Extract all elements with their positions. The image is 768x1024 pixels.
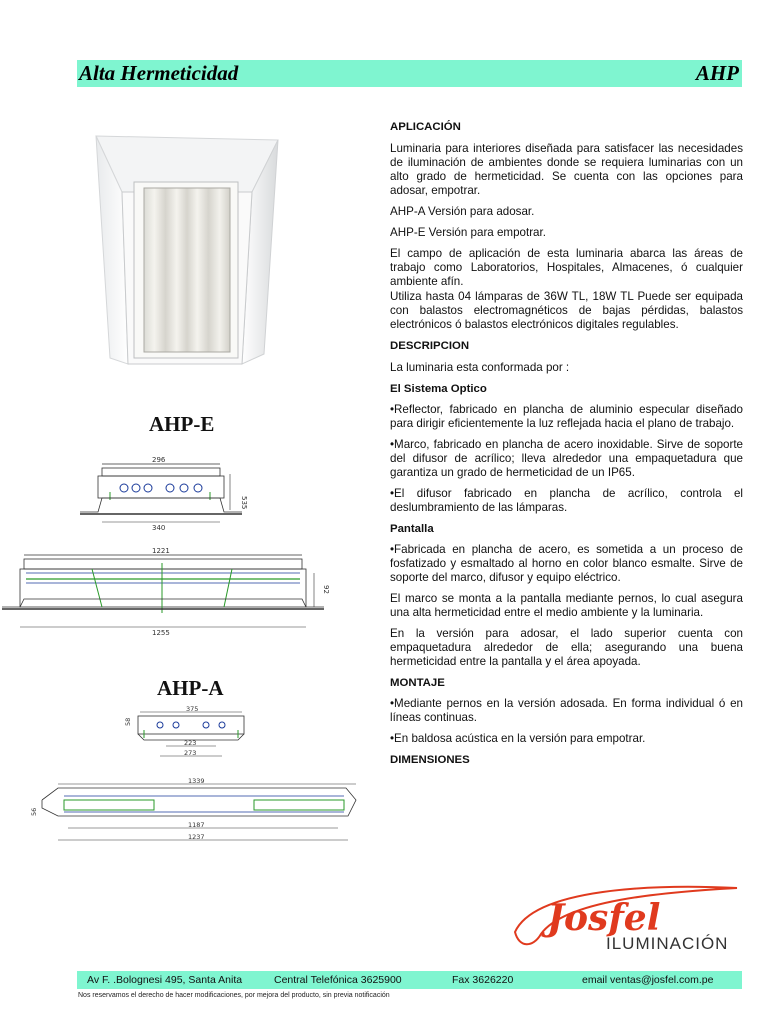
paragraph: AHP-E Versión para empotrar. — [390, 226, 546, 239]
dim-label: 535 — [240, 496, 248, 510]
paragraph: La luminaria esta conformada por : — [390, 361, 570, 374]
paragraph: El campo de aplicación de esta luminaria abarca las áreas de trabajo como Laboratorios, Hospitales, Almacenes, ó cualquier ambiente afín. — [390, 247, 743, 288]
footer-phone: Central Telefónica 3625900 — [274, 974, 402, 986]
section-heading-dimensiones: DIMENSIONES — [390, 754, 470, 766]
footer-fax: Fax 3626220 — [452, 974, 514, 986]
ahp-e-cross-section-drawing — [80, 452, 280, 532]
paragraph: En la versión para adosar, el lado superior cuenta con empaquetadura alrededor de ella; asegurando una buena hermeticidad entre la pantalla y el área apoyada. — [390, 627, 743, 668]
paragraph: El marco se monta a la pantalla mediante pernos, lo cual asegura una alta hermeticidad entre el medio ambiente y la luminaria. — [390, 592, 743, 619]
section-heading-pantalla: Pantalla — [390, 523, 434, 535]
dim-label: 1255 — [152, 629, 170, 637]
dim-label: 296 — [152, 456, 166, 464]
dim-label: 375 — [186, 705, 199, 713]
footer-address: Av F. .Bolognesi 495, Santa Anita — [87, 974, 243, 986]
product-photo — [92, 132, 290, 366]
paragraph: •En baldosa acústica en la versión para empotrar. — [390, 732, 646, 745]
page-title: Alta Hermeticidad — [79, 61, 239, 85]
dim-label: 92 — [322, 585, 330, 594]
paragraph: •Marco, fabricado en plancha de acero inoxidable. Sirve de soporte del difusor de acrílico; lleva alrededor una empaquetadura que garantiza un grado de hermeticidad de un IP65. — [390, 438, 743, 479]
section-heading-descripcion: DESCRIPCION — [390, 340, 470, 352]
dim-label: 56 — [30, 807, 38, 816]
header-bar — [77, 60, 742, 87]
logo-wordmark: ILUMINACIÓN — [606, 934, 729, 953]
disclaimer: Nos reservamos el derecho de hacer modificaciones, por mejora del producto, sin previa notificación — [78, 992, 390, 999]
dim-label: 58 — [124, 717, 132, 726]
ahp-e-long-section-drawing — [2, 543, 334, 637]
paragraph: •Fabricada en plancha de acero, es sometida a un proceso de fosfatizado y esmaltado al horno en color blanco esmalte. Sirve de soporte del marco, difusor y equipo eléctrico. — [390, 543, 743, 584]
logo-script: Josfel — [547, 897, 661, 939]
dim-label: 273 — [184, 749, 197, 757]
section-heading-optico: El Sistema Optico — [390, 383, 487, 395]
section-heading-aplicacion: APLICACIÓN — [390, 121, 461, 133]
footer-bar — [77, 971, 742, 989]
section-heading-montaje: MONTAJE — [390, 677, 445, 689]
ahp-a-cross-section-drawing — [124, 705, 256, 764]
description-column — [390, 120, 743, 778]
dim-label: 340 — [152, 524, 166, 532]
footer-email[interactable]: email ventas@josfel.com.pe — [582, 974, 714, 986]
dim-label: 1187 — [188, 821, 205, 829]
dim-label: 1339 — [188, 777, 205, 785]
dim-label: 1237 — [188, 833, 205, 841]
dim-label: 223 — [184, 739, 197, 747]
paragraph: Utiliza hasta 04 lámparas de 36W TL, 18W TL Puede ser equipada con balastos electromagnéticos de bajas pérdidas, balastos electrónicos ó balastos electrónicos digitales regulables. — [390, 290, 743, 331]
paragraph: •El difusor fabricado en plancha de acrílico, controla el deslumbramiento de las lámparas. — [390, 487, 743, 514]
product-code: AHP — [695, 61, 739, 85]
paragraph: •Reflector, fabricado en plancha de aluminio especular diseñado para dirigir eficientemente la luz reflejada hacia el plano de trabajo. — [390, 403, 743, 430]
dim-label: 1221 — [152, 547, 170, 555]
paragraph: Luminaria para interiores diseñada para satisfacer las necesidades de iluminación de ambientes donde se requiera luminarias con un alto grado de hermeticidad. Se cuenta con las opciones para adosar, empotrar. — [390, 142, 743, 197]
paragraph: •Mediante pernos en la versión adosada. En forma individual ó en líneas continuas. — [390, 697, 743, 724]
ahp-a-long-section-drawing — [28, 776, 358, 852]
model-label-embedded: AHP-E — [149, 412, 215, 436]
paragraph: AHP-A Versión para adosar. — [390, 205, 535, 218]
model-label-surface: AHP-A — [157, 676, 224, 700]
